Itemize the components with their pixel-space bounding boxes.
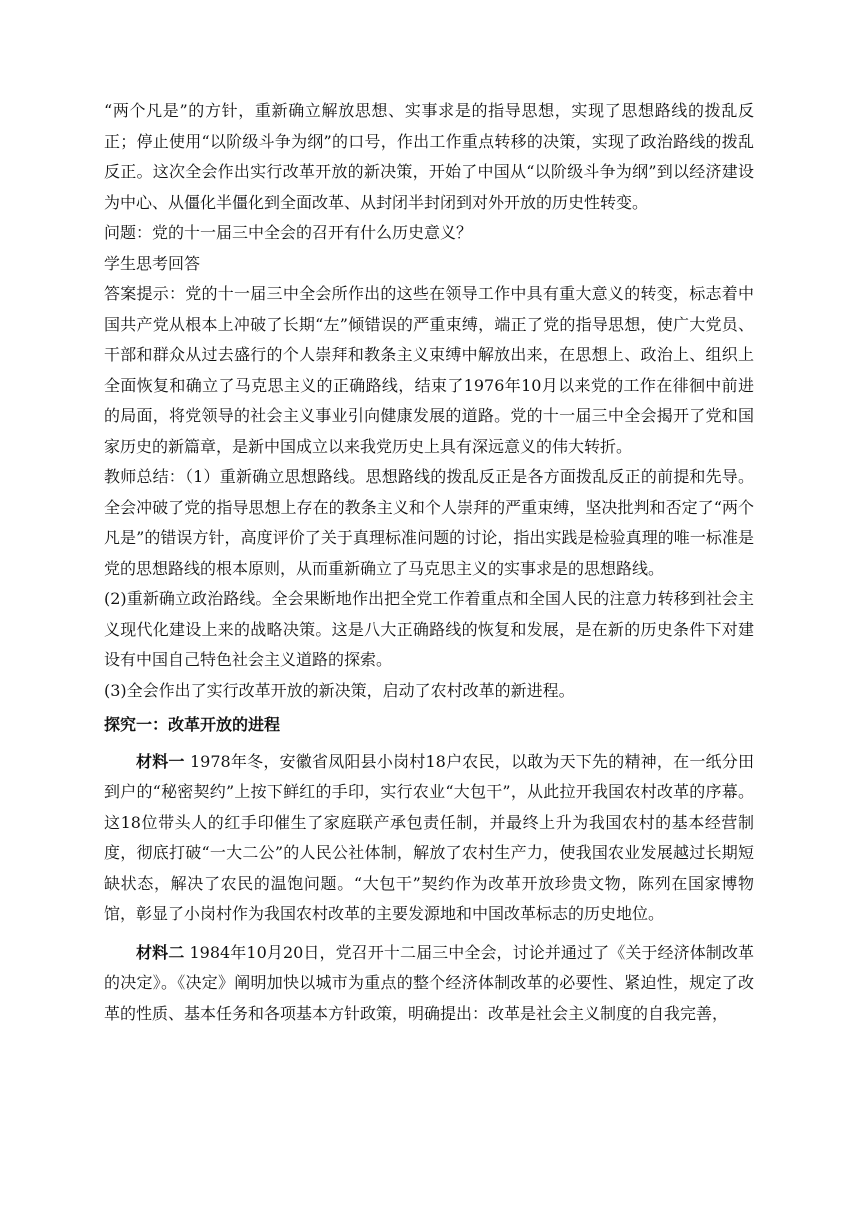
material-paragraph-1 xyxy=(104,747,754,930)
summary-paragraph-2: (2)重新确立政治路线。全会果断地作出把全党工作着重点和全国人民的注意力转移到社会主义现代化建设上来的战略决策。这是八大正确路线的恢复和发展，是在新的历史条件下对建设有中国自己特色社会主义道路的探索。 xyxy=(104,589,754,669)
student-paragraph: 学生思考回答 xyxy=(104,253,201,273)
material-label-1: 材料一 xyxy=(136,751,185,771)
material-paragraph-2 xyxy=(104,938,754,1030)
summary-paragraph-3: (3)全会作出了实行改革开放的新决策，启动了农村改革的新进程。 xyxy=(104,680,575,700)
question-paragraph: 问题：党的十一届三中全会的召开有什么历史意义？ xyxy=(104,223,473,242)
summary-paragraph-1: 教师总结：（1）重新确立思想路线。思想路线的拨乱反正是各方面拨乱反正的前提和先导。全会冲破了党的指导思想上存在的教条主义和个人崇拜的严重束缚，坚决批判和否定了“两个凡是”的错误方针，高度评价了关于真理标准问题的讨论，指出实践是检验真理的唯一标准是党的思想路线的根本原则，从而重新确立了马克思主义的实事求是的思想路线。 xyxy=(104,467,754,578)
material-text-1: 1978年冬，安徽省凤阳县小岗村18户农民，以敢为天下先的精神，在一纸分田到户的“秘密契约”上按下鲜红的手印，实行农业“大包干”，从此拉开我国农村改革的序幕。这18位带头人的红手印催生了家庭联产承包责任制，并最终上升为我国农村的基本经营制度，彻底打破“一大二公”的人民公社体制，解放了农村生产力，使我国农业发展越过长期短缺状态，解决了农民的温饱问题。“大包干”契约作为改革开放珍贵文物，陈列在国家博物馆，彰显了小岗村作为我国农村改革的主要发源地和中国改革标志的历史地位。 xyxy=(104,751,754,923)
section-heading: 探究一：改革开放的进程 xyxy=(104,715,281,734)
document-body xyxy=(104,96,754,1029)
answer-paragraph: 答案提示：党的十一届三中全会所作出的这些在领导工作中具有重大意义的转变，标志着中国共产党从根本上冲破了长期“左”倾错误的严重束缚，端正了党的指导思想，使广大党员、干部和群众从过去盛行的个人崇拜和教条主义束缚中解放出来，在思想上、政治上、组织上全面恢复和确立了马克思主义的正确路线，结束了1976年10月以来党的工作在徘徊中前进的局面，将党领导的社会主义事业引向健康发展的道路。党的十一届三中全会揭开了党和国家历史的新篇章，是新中国成立以来我党历史上具有深远意义的伟大转折。 xyxy=(104,284,754,456)
material-text-2: 1984年10月20日，党召开十二届三中全会，讨论并通过了《关于经济体制改革的决定》。《决定》阐明加快以城市为重点的整个经济体制改革的必要性、紧迫性，规定了改革的性质、基本任务和各项基本方针政策，明确提出：改革是社会主义制度的自我完善， xyxy=(104,942,754,1023)
material-label-2: 材料二 xyxy=(136,942,185,962)
intro-paragraph: “两个凡是”的方针，重新确立解放思想、实事求是的指导思想，实现了思想路线的拨乱反正；停止使用“以阶级斗争为纲”的口号，作出工作重点转移的决策，实现了政治路线的拨乱反正。这次全会作出实行改革开放的新决策，开始了中国从“以阶级斗争为纲”到以经济建设为中心、从僵化半僵化到全面改革、从封闭半封闭到对外开放的历史性转变。 xyxy=(104,101,754,212)
